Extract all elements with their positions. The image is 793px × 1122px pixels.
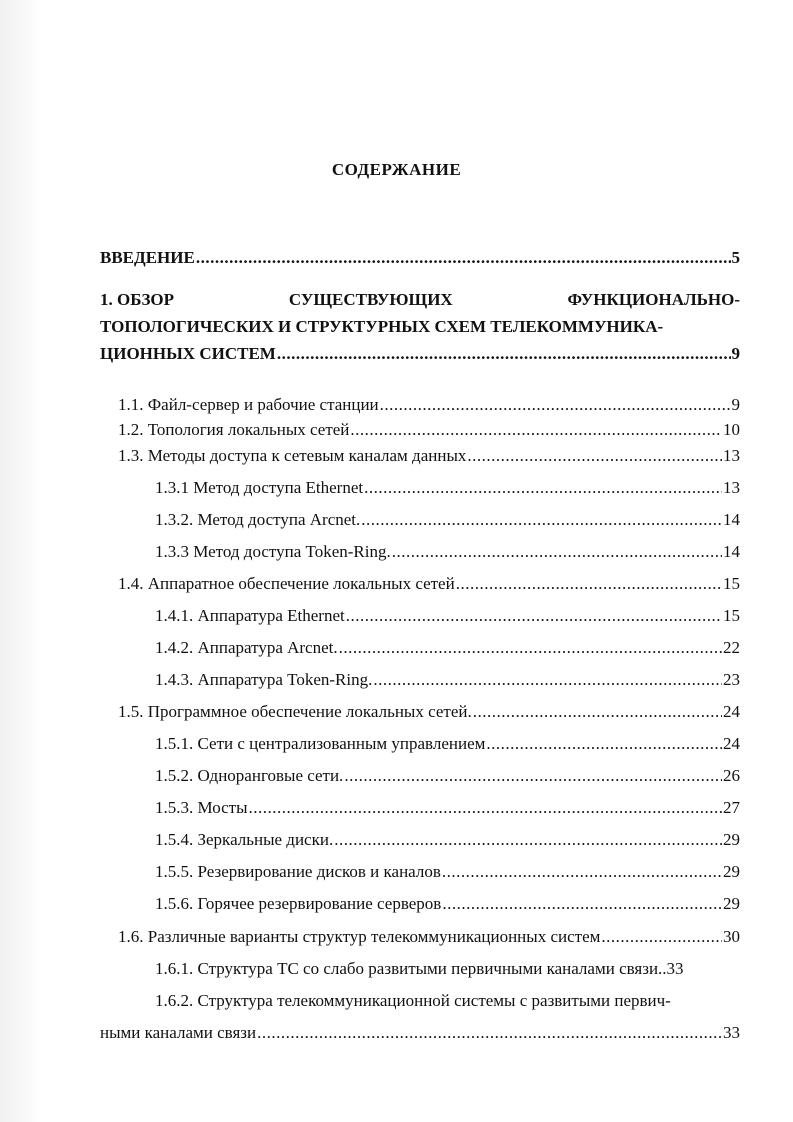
toc-leader-dots	[467, 446, 722, 466]
toc-page-number: 26	[723, 766, 740, 785]
toc-entry-1-5-4[interactable]	[155, 830, 740, 850]
toc-leader-dots	[601, 927, 722, 947]
toc-page-number: 29	[723, 830, 740, 849]
toc-page-number: 14	[723, 510, 740, 529]
toc-entry-label: 1.3.1 Метод доступа Ethernet	[155, 478, 364, 497]
toc-leader-dots	[277, 344, 731, 364]
toc-leader-dots	[196, 248, 731, 268]
toc-entry-1-6[interactable]	[118, 927, 740, 947]
toc-leader-dots	[364, 478, 722, 498]
toc-entry-1-1[interactable]	[118, 395, 740, 415]
contents-title: СОДЕРЖАНИЕ	[331, 160, 462, 179]
toc-leader-dots	[456, 574, 722, 594]
toc-entry-introduction[interactable]	[100, 248, 740, 268]
toc-entry-1-5-3[interactable]	[155, 798, 740, 818]
toc-entry-1-5[interactable]	[118, 702, 740, 722]
toc-entry-label: 1.4.1. Аппаратура Ethernet	[155, 606, 345, 625]
toc-page-number: 29	[723, 862, 740, 881]
toc-entry-label: 1.1. Файл-сервер и рабочие станции	[118, 395, 379, 414]
toc-entry-continuation	[100, 1023, 740, 1043]
chapter-1-line-1	[100, 290, 740, 310]
toc-entry-label: 1.5.3. Мосты	[155, 798, 248, 817]
toc-leader-dots	[442, 862, 722, 882]
toc-leader-dots	[249, 798, 722, 818]
toc-entry-1-2[interactable]	[118, 420, 740, 440]
toc-leader-dots	[346, 606, 722, 626]
toc-leader-dots	[380, 395, 731, 415]
toc-page-number: 14	[723, 542, 740, 561]
chapter-1-number-word: 1. ОБЗОР	[100, 290, 175, 309]
toc-entry-label: 1.5.4. Зеркальные диски.	[155, 830, 334, 849]
toc-entry-1-4-3[interactable]	[155, 670, 740, 690]
toc-page-number: 30	[723, 927, 740, 946]
toc-entry-label: 1.5.2. Одноранговые сети.	[155, 766, 344, 785]
toc-entry-1-5-2[interactable]	[155, 766, 740, 786]
toc-page-number: 24	[723, 702, 740, 721]
toc-page-number: 22	[723, 638, 740, 657]
toc-entry-label: 1.3.3 Метод доступа Token-Ring.	[155, 542, 391, 561]
toc-leader-dots	[473, 702, 722, 722]
toc-entry-label: 1.5.1. Сети с централизованным управлением	[155, 734, 486, 753]
toc-page-number: 15	[723, 574, 740, 593]
toc-entry-label: 1.5. Программное обеспечение локальных сетей.	[118, 702, 472, 721]
toc-page-number: 9	[731, 344, 740, 363]
toc-entry-label: ВВЕДЕНИЕ	[100, 248, 195, 267]
toc-leader-dots	[350, 420, 722, 440]
chapter-1-line-3	[100, 344, 740, 364]
toc-entry-1-6-1[interactable]	[155, 959, 740, 979]
toc-entry-1-3[interactable]	[118, 446, 740, 466]
toc-entry-label: 1.6. Различные варианты структур телекоммуникационных систем	[118, 927, 601, 946]
toc-page-number: 5	[731, 248, 740, 267]
toc-entry-label: ЦИОННЫХ СИСТЕМ	[100, 344, 276, 363]
toc-entry-label: ными каналами связи	[100, 1023, 257, 1042]
toc-entry-label: 1.4. Аппаратное обеспечение локальных сетей	[118, 574, 455, 593]
toc-page-number: 15	[723, 606, 740, 625]
toc-entry-label: 1.3.2. Метод доступа Arcnet.	[155, 510, 361, 529]
toc-entry-1-5-5[interactable]	[155, 862, 740, 882]
toc-page-number: 24	[723, 734, 740, 753]
toc-page-number: 33	[723, 1023, 740, 1042]
toc-entry-1-4-2[interactable]	[155, 638, 740, 658]
toc-leader-dots	[334, 830, 722, 850]
chapter-1-word: СУЩЕСТВУЮЩИХ	[288, 290, 453, 309]
toc-entry-label: 1.5.5. Резервирование дисков и каналов	[155, 862, 441, 881]
chapter-1-line-2: ТОПОЛОГИЧЕСКИХ И СТРУКТУРНЫХ СХЕМ ТЕЛЕКОММУНИКА-	[100, 317, 664, 336]
toc-leader-dots	[373, 670, 722, 690]
toc-page-number: 9	[731, 395, 740, 414]
toc-page-number: 27	[723, 798, 740, 817]
toc-entry-1-5-1[interactable]	[155, 734, 740, 754]
toc-entry-1-3-2[interactable]	[155, 510, 740, 530]
toc-entry-1-4-1[interactable]	[155, 606, 740, 626]
toc-entry-1-3-1[interactable]	[155, 478, 740, 498]
toc-leader-dots	[361, 510, 722, 530]
toc-entry-label: 1.6.2. Структура телекоммуникационной системы с развитыми первич-	[155, 991, 671, 1010]
toc-entry-label: 1.5.6. Горячее резервирование серверов	[155, 894, 442, 913]
toc-page-number: 13	[723, 446, 740, 465]
toc-leader-dots	[344, 766, 722, 786]
toc-leader-dots	[442, 894, 722, 914]
toc-entry-1-4[interactable]	[118, 574, 740, 594]
toc-entry-label: 1.3. Методы доступа к сетевым каналам данных	[118, 446, 467, 465]
toc-entry-label: 1.4.3. Аппаратура Token-Ring.	[155, 670, 373, 689]
toc-entry-label: 1.4.2. Аппаратура Arcnet.	[155, 638, 338, 657]
toc-page-number: 23	[723, 670, 740, 689]
toc-page-number: 33	[666, 959, 684, 978]
toc-page-number: 10	[723, 420, 740, 439]
toc-page-number: 13	[723, 478, 740, 497]
chapter-1-word: ФУНКЦИОНАЛЬНО-	[567, 290, 740, 309]
toc-entry-label: 1.6.1. Структура ТС со слабо развитыми первичными каналами связи..	[155, 959, 667, 978]
toc-leader-dots	[486, 734, 722, 754]
toc-entry-label: 1.2. Топология локальных сетей	[118, 420, 350, 439]
toc-leader-dots	[257, 1023, 722, 1043]
toc-page-number: 29	[723, 894, 740, 913]
toc-entry-1-5-6[interactable]	[155, 894, 740, 914]
toc-leader-dots	[392, 542, 722, 562]
toc-entry-1-3-3[interactable]	[155, 542, 740, 562]
toc-leader-dots	[339, 638, 722, 658]
